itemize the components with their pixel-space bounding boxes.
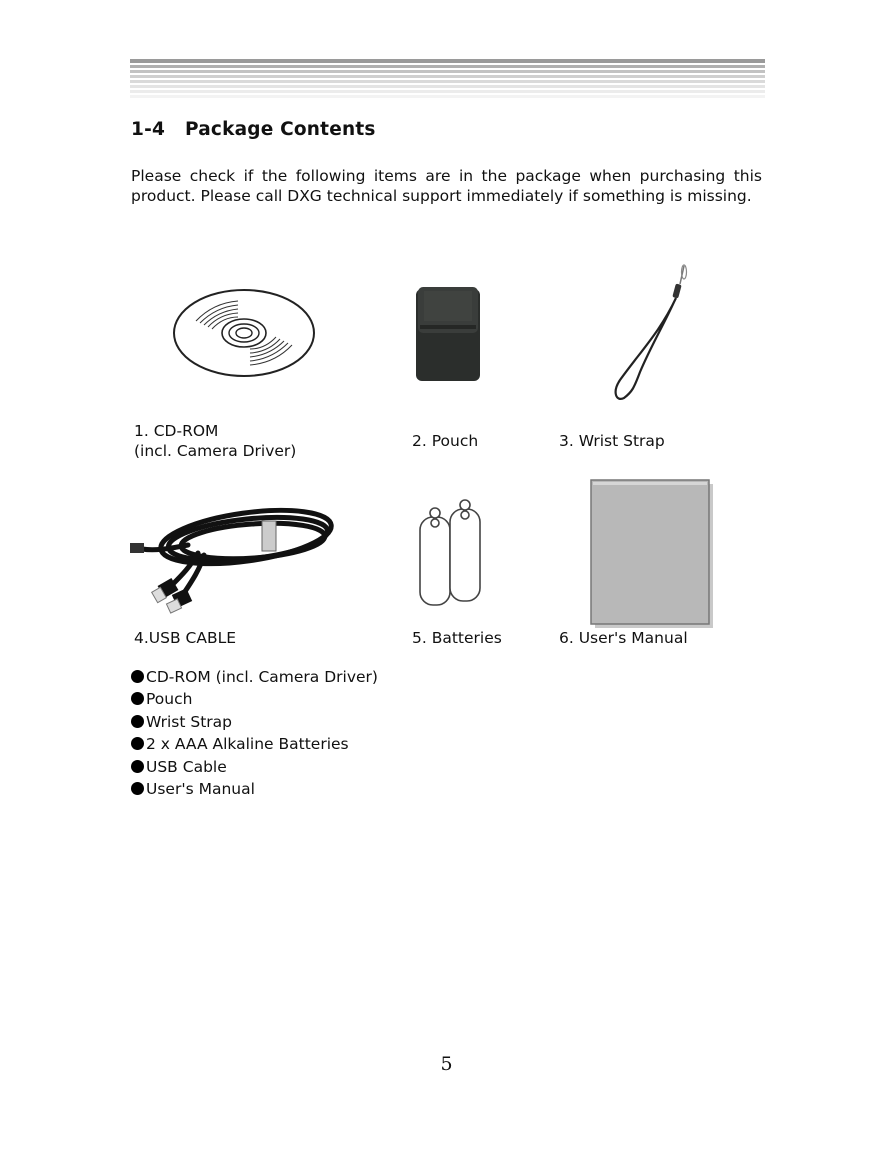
list-item-text: Wrist Strap: [146, 712, 233, 731]
item-caption-wrist-strap: 3. Wrist Strap: [559, 432, 665, 450]
section-title: [131, 119, 376, 140]
intro-paragraph: Please check if the following items are in the package when purchasing this product. Please call DXG technical support immediately if something is missing.: [131, 167, 762, 205]
bullet-icon: [131, 782, 144, 795]
list-item-text: Pouch: [146, 690, 193, 709]
item-caption-pouch: 2. Pouch: [412, 432, 479, 450]
list-item: [131, 711, 378, 733]
list-item-text: User's Manual: [146, 780, 255, 799]
section-title-text: Package Contents: [184, 119, 376, 140]
list-item: [131, 666, 378, 688]
cd-rom-icon: [168, 283, 322, 383]
page-number: 5: [440, 1053, 453, 1075]
manual-icon: [589, 478, 715, 630]
list-item-text: USB Cable: [146, 757, 227, 776]
list-item: [131, 733, 378, 755]
usb-cable-icon: [128, 497, 338, 615]
cd-rom-caption-line1: 1. CD-ROM: [134, 422, 219, 440]
bullet-icon: [131, 670, 144, 683]
batteries-icon: [416, 499, 486, 609]
item-caption-usb-cable: 4.USB CABLE: [134, 629, 237, 647]
bullet-icon: [131, 692, 144, 705]
list-item-text: 2 x AAA Alkaline Batteries: [146, 735, 349, 754]
list-item: [131, 688, 378, 710]
list-item: [131, 778, 378, 800]
cd-rom-caption-line2: (incl. Camera Driver): [134, 442, 297, 460]
bullet-icon: [131, 737, 144, 750]
contents-list: [131, 666, 378, 800]
header-decoration: [130, 59, 765, 101]
item-caption-manual: 6. User's Manual: [559, 629, 688, 647]
list-item: [131, 756, 378, 778]
list-item-text: CD-ROM (incl. Camera Driver): [146, 668, 378, 686]
bullet-icon: [131, 715, 144, 728]
bullet-icon: [131, 760, 144, 773]
item-caption-batteries: 5. Batteries: [412, 629, 502, 647]
wrist-strap-icon: [610, 262, 692, 404]
item-caption-cd-rom: [134, 421, 296, 461]
pouch-icon: [414, 285, 484, 383]
section-number: 1-4: [131, 119, 166, 140]
